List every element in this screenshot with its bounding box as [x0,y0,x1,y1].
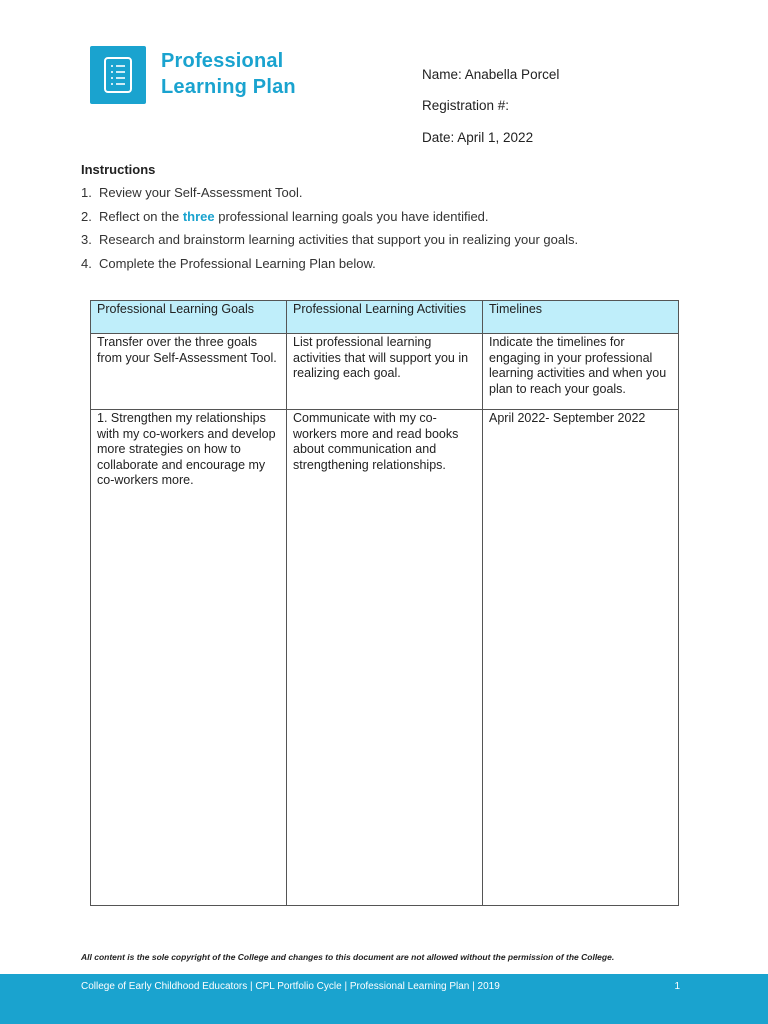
table-cell: Communicate with my co-workers more and read books about communication and strengthening relationships. [287,410,483,906]
table-row [91,410,679,906]
table-cell: Indicate the timelines for engaging in your professional learning activities and when you plan to reach your goals. [483,334,679,410]
instruction-text: Review your Self-Assessment Tool. [99,185,303,200]
name-field: Name: Anabella Porcel [422,67,560,82]
table-cell: 1. Strengthen my relationships with my co-workers and develop more strategies on how to collaborate and encourage my co-workers more. [91,410,287,906]
instruction-number: 1. [81,185,92,200]
table-cell: April 2022- September 2022 [483,410,679,906]
header-goals: Professional Learning Goals [91,301,287,334]
table-cell: Transfer over the three goals from your Self-Assessment Tool. [91,334,287,410]
instruction-item [81,255,578,279]
instruction-text: Research and brainstorm learning activities that support you in realizing your goals. [99,232,579,247]
footer-bar [0,974,768,1024]
logo-line-2: Learning Plan [161,76,296,98]
learning-plan-table [90,300,679,906]
instruction-number: 4. [81,255,92,271]
instruction-item [81,208,578,232]
logo-line-1: Professional [161,50,284,72]
registration-field: Registration #: [422,98,510,113]
instruction-number: 2. [81,208,92,224]
logo-checklist-icon [90,46,146,104]
table-header-row [91,301,679,334]
date-field: Date: April 1, 2022 [422,130,534,145]
instruction-number: 3. [81,232,92,247]
table-cell: List professional learning activities that will support you in realizing each goal. [287,334,483,410]
instruction-highlight: three [182,208,215,224]
instruction-item [81,231,578,255]
instruction-text: Complete the Professional Learning Plan below. [99,255,376,271]
instructions-title: Instructions [81,162,156,177]
logo-title [161,48,296,100]
footer-text: College of Early Childhood Educators | CPL Portfolio Cycle | Professional Learning Plan | 2019 [81,981,500,992]
table-row [91,334,679,410]
instruction-item [81,184,578,208]
page-number: 1 [674,981,680,992]
header-activities: Professional Learning Activities [287,301,483,334]
copyright-notice: All content is the sole copyright of the College and changes to this document are not allowed without the permission of the College. [81,952,615,962]
header-timelines: Timelines [483,301,679,334]
instructions-list [81,184,578,278]
instruction-text-post: professional learning goals you have identified. [214,208,489,224]
instruction-text-pre: Reflect on the [99,208,183,224]
